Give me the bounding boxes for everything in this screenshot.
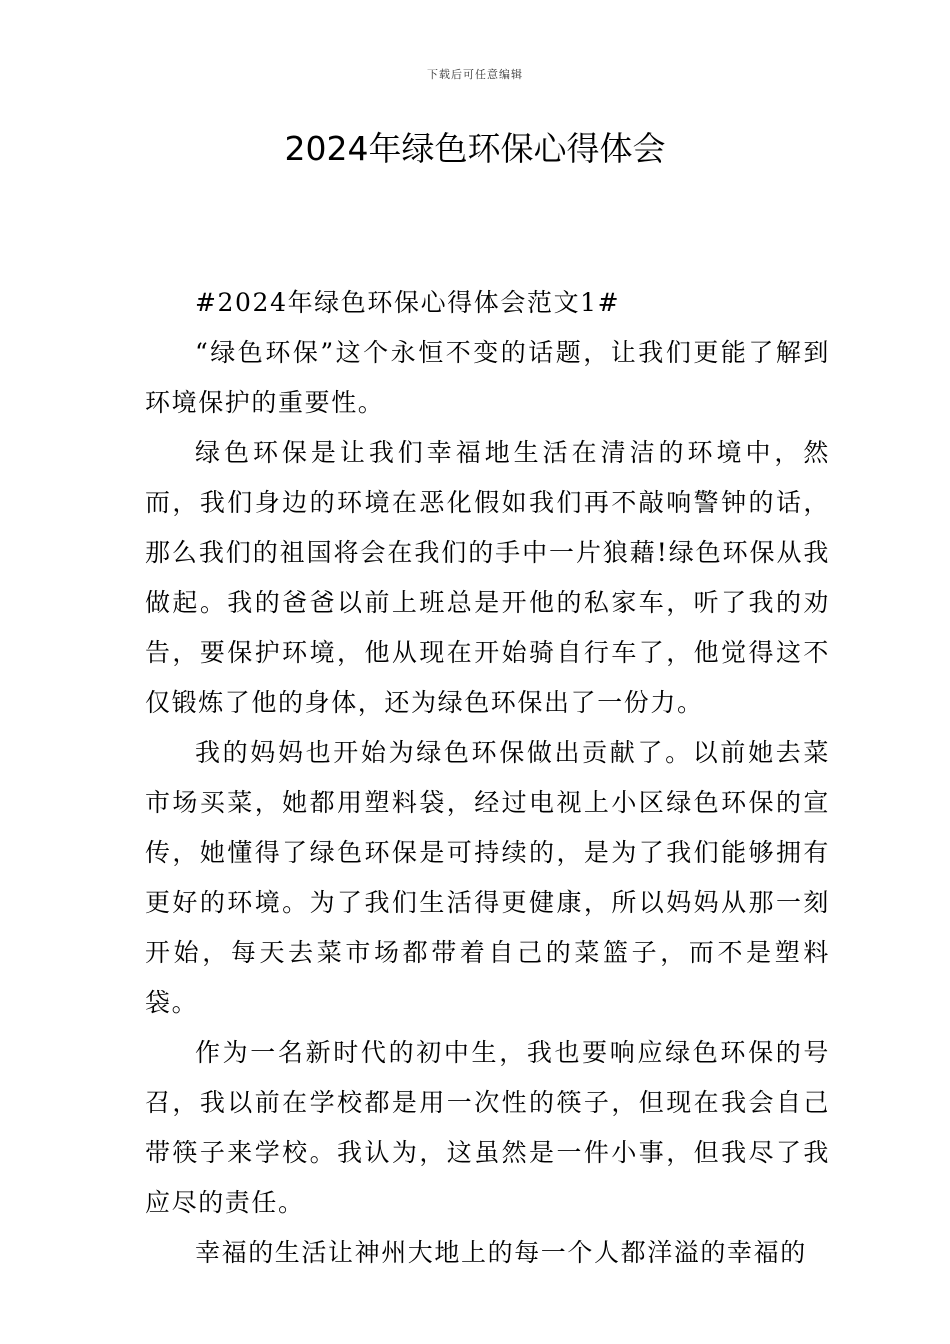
document-title: 2024年绿色环保心得体会 xyxy=(284,129,666,168)
subheading-paragraph: #2024年绿色环保心得体会范文1# xyxy=(195,288,621,317)
body-paragraph: 绿色环保是让我们幸福地生活在清洁的环境中，然而，我们身边的环境在恶化假如我们再不敲响警钟的话，那么我们的祖国将会在我们的手中一片狼藉!绿色环保从我做起。我的爸爸以前上班总是开他的私家车，听了我的劝告，要保护环境，他从现在开始骑自行车了，他觉得这不仅锻炼了他的身体，还为绿色环保出了一份力。 xyxy=(145,438,830,717)
body-paragraph: “绿色环保”这个永恒不变的话题，让我们更能了解到环境保护的重要性。 xyxy=(145,338,830,417)
body-paragraph: 幸福的生活让神州大地上的每一个人都洋溢的幸福的 xyxy=(195,1238,807,1267)
body-paragraph: 作为一名新时代的初中生，我也要响应绿色环保的号召，我以前在学校都是用一次性的筷子，但现在我会自己带筷子来学校。我认为，这虽然是一件小事，但我尽了我应尽的责任。 xyxy=(145,1038,830,1217)
body-paragraph: 我的妈妈也开始为绿色环保做出贡献了。以前她去菜市场买菜，她都用塑料袋，经过电视上小区绿色环保的宣传，她懂得了绿色环保是可持续的，是为了我们能够拥有更好的环境。为了我们生活得更健康，所以妈妈从那一刻开始，每天去菜市场都带着自己的菜篮子，而不是塑料袋。 xyxy=(145,738,830,1017)
header-note: 下载后可任意编辑 xyxy=(427,68,523,81)
document-body xyxy=(145,278,830,1278)
